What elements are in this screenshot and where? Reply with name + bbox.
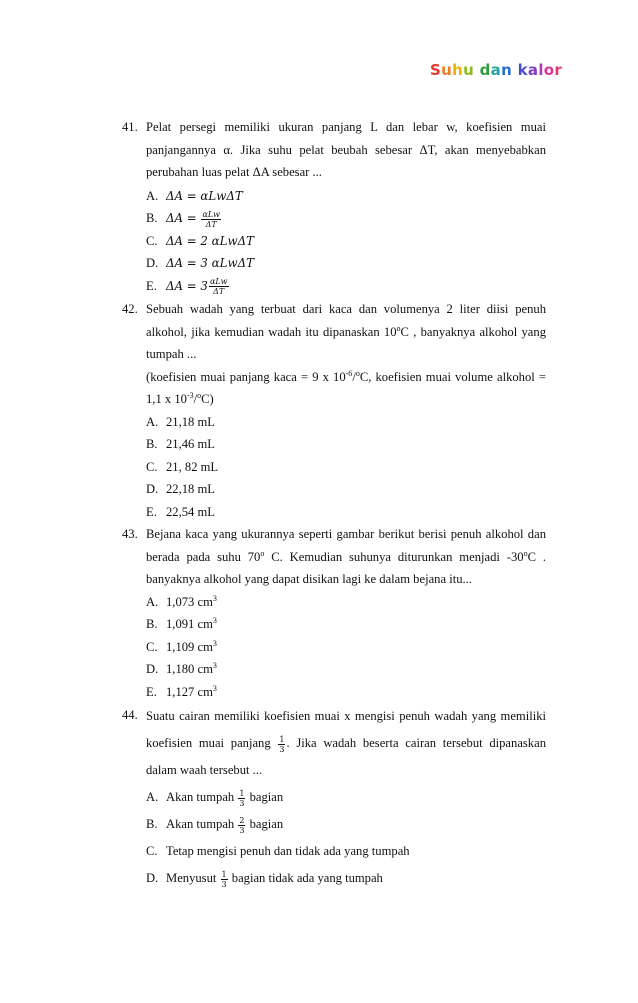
option-text: 21,46 mL <box>166 437 215 451</box>
option-list <box>146 591 546 704</box>
option-list <box>146 784 546 892</box>
option-text: Akan tumpah <box>166 790 238 804</box>
option-text: 1,127 <box>166 684 198 699</box>
option-c[interactable] <box>146 456 546 479</box>
unit: cm <box>197 617 213 631</box>
option-b[interactable] <box>146 811 546 838</box>
question-number: 41. <box>122 120 138 134</box>
superscript: o <box>197 391 202 400</box>
option-label: B. <box>146 211 158 225</box>
superscript: 3 <box>212 638 217 648</box>
text-segment: C , banyaknya alkohol yang tumpah ... <box>146 324 546 361</box>
option-text: 22,54 mL <box>166 504 215 519</box>
option-formula: ΔA = <box>166 211 201 225</box>
unit: cm <box>197 639 213 654</box>
option-label: D. <box>146 256 159 270</box>
header-letter: o <box>543 61 555 79</box>
question-41 <box>122 116 546 297</box>
option-c[interactable] <box>146 838 546 865</box>
option-b[interactable] <box>146 207 546 230</box>
question-44 <box>122 703 546 892</box>
option-a[interactable] <box>146 185 546 208</box>
option-b[interactable] <box>146 433 546 456</box>
fraction <box>221 870 228 889</box>
superscript: o <box>260 548 265 558</box>
text-segment: (koefisien muai panjang kaca = 9 x 10 <box>146 369 346 384</box>
superscript: 3 <box>212 683 217 693</box>
text-segment: C, koefisien muai volume alkohol = 1,1 x 10 <box>146 369 546 406</box>
option-e[interactable] <box>146 275 546 298</box>
question-text <box>146 703 546 784</box>
option-label: C. <box>146 844 158 858</box>
question-list <box>122 116 546 892</box>
option-text: bagian <box>246 817 284 831</box>
text-segment: Bejana kaca yang ukurannya seperti gambar berikut berisi penuh alkohol dan berada pada suhu 70 <box>146 527 546 564</box>
option-label: D. <box>146 871 159 885</box>
option-a[interactable] <box>146 784 546 811</box>
option-label: A. <box>146 790 159 804</box>
text-segment: Suatu cairan memiliki koefisien muai x mengisi penuh wadah yang memiliki koefisien muai panjang <box>146 709 546 750</box>
question-42 <box>122 298 546 523</box>
option-label: A. <box>146 594 159 609</box>
text-segment: C. Kemudian suhunya diturunkan menjadi -30 <box>264 549 524 564</box>
header-letter: n <box>501 61 513 79</box>
header-letter: k <box>517 61 528 79</box>
superscript: 3 <box>212 616 217 625</box>
fraction-denominator: ΔT <box>205 219 217 229</box>
option-formula: ΔA = 3 αLwΔT <box>166 256 254 270</box>
option-label: A. <box>146 414 159 429</box>
fraction-numerator: 1 <box>239 788 245 798</box>
option-b[interactable] <box>146 613 546 636</box>
option-text: 1,073 <box>166 594 198 609</box>
superscript: o <box>523 548 528 558</box>
fraction <box>209 277 229 296</box>
header-letter: S <box>430 61 442 79</box>
fraction-numerator: αLw <box>202 209 220 219</box>
header-letter: r <box>554 61 563 79</box>
header-letter: h <box>452 61 464 79</box>
option-formula: ΔA = 2 αLwΔT <box>166 233 254 248</box>
fraction-denominator: ΔT <box>213 287 225 297</box>
option-d[interactable] <box>146 252 546 275</box>
option-label: C. <box>146 639 158 654</box>
option-list <box>146 185 546 298</box>
option-label: E. <box>146 504 157 519</box>
option-text: 1,091 <box>166 617 198 631</box>
fraction-numerator: αLw <box>209 277 228 287</box>
question-number: 44. <box>122 708 138 722</box>
header-letter: d <box>479 61 491 79</box>
question-number: 42. <box>122 302 138 316</box>
fraction <box>201 210 221 229</box>
option-text: bagian <box>246 790 284 804</box>
superscript: o <box>396 323 401 333</box>
option-formula: ΔA = 3 <box>166 278 208 293</box>
option-e[interactable] <box>146 501 546 524</box>
unit: cm <box>197 594 213 609</box>
question-text: Pelat persegi memiliki ukuran panjang L dan lebar w, koefisien muai panjangannya α. Jika suhu pelat beubah sebesar ΔT, akan menyebabkan perubahan luas pelat ΔA sebesar ... <box>146 120 546 179</box>
option-e[interactable] <box>146 681 546 704</box>
option-label: D. <box>146 662 159 676</box>
fraction-denominator: 3 <box>239 798 245 808</box>
option-label: D. <box>146 482 159 496</box>
header-letter: l <box>538 61 544 79</box>
option-text: Tetap mengisi penuh dan tidak ada yang tumpah <box>166 844 410 858</box>
fraction <box>278 735 285 754</box>
option-text: Menyusut <box>166 871 220 885</box>
fraction-numerator: 1 <box>221 869 227 879</box>
question-number: 43. <box>122 527 138 541</box>
option-text: 21,18 mL <box>166 414 215 429</box>
fraction-numerator: 2 <box>239 815 245 825</box>
option-text: Akan tumpah <box>166 817 238 831</box>
text-segment: C . banyaknya alkohol yang dapat disikan lagi ke dalam bejana itu... <box>146 549 546 586</box>
superscript: -3 <box>186 391 194 400</box>
superscript: 3 <box>212 593 217 603</box>
text-segment: / <box>193 392 198 406</box>
option-label: B. <box>146 617 158 631</box>
unit: cm <box>197 684 213 699</box>
unit: cm <box>197 662 213 676</box>
header-letter: a <box>490 61 502 79</box>
fraction <box>238 816 245 835</box>
option-d[interactable] <box>146 865 546 892</box>
option-label: E. <box>146 278 157 293</box>
text-segment: C) <box>201 392 214 406</box>
option-label: A. <box>146 188 159 203</box>
header-letter: u <box>463 61 475 79</box>
fraction <box>238 789 245 808</box>
option-formula: ΔA = αLwΔT <box>166 188 243 203</box>
question-43 <box>122 523 546 703</box>
option-label: E. <box>146 684 157 699</box>
question-text <box>146 298 546 366</box>
option-list <box>146 411 546 524</box>
option-a[interactable] <box>146 591 546 614</box>
text-segment: . Jika wadah beserta cairan tersebut dipanaskan dalam waah tersebut ... <box>146 736 546 777</box>
option-text: 1,109 <box>166 639 198 654</box>
option-text: 22,18 mL <box>166 482 215 496</box>
option-c[interactable] <box>146 230 546 253</box>
question-text <box>146 523 546 591</box>
option-text: 21, 82 mL <box>166 459 219 474</box>
option-label: B. <box>146 437 158 451</box>
option-text: bagian tidak ada yang tumpah <box>228 871 383 885</box>
page-header-title <box>430 61 562 79</box>
option-d[interactable] <box>146 658 546 681</box>
superscript: 3 <box>212 661 217 670</box>
header-letter: u <box>441 61 453 79</box>
option-label: C. <box>146 459 158 474</box>
fraction-denominator: 3 <box>221 879 227 889</box>
header-letter: a <box>527 61 539 79</box>
option-d[interactable] <box>146 478 546 501</box>
fraction-denominator: 3 <box>279 744 285 754</box>
superscript: -6 <box>345 368 353 378</box>
option-c[interactable] <box>146 636 546 659</box>
superscript: o <box>355 368 360 378</box>
option-label: B. <box>146 817 158 831</box>
text-segment: Sebuah wadah yang terbuat dari kaca dan volumenya 2 liter diisi penuh alkohol, jika kemudian wadah itu dipanaskan 10 <box>146 302 546 339</box>
option-text: 1,180 <box>166 662 198 676</box>
text-segment: / <box>352 369 356 384</box>
option-label: C. <box>146 233 158 248</box>
question-note <box>146 366 546 411</box>
option-a[interactable] <box>146 411 546 434</box>
fraction-numerator: 1 <box>279 734 285 744</box>
fraction-denominator: 3 <box>239 825 245 835</box>
